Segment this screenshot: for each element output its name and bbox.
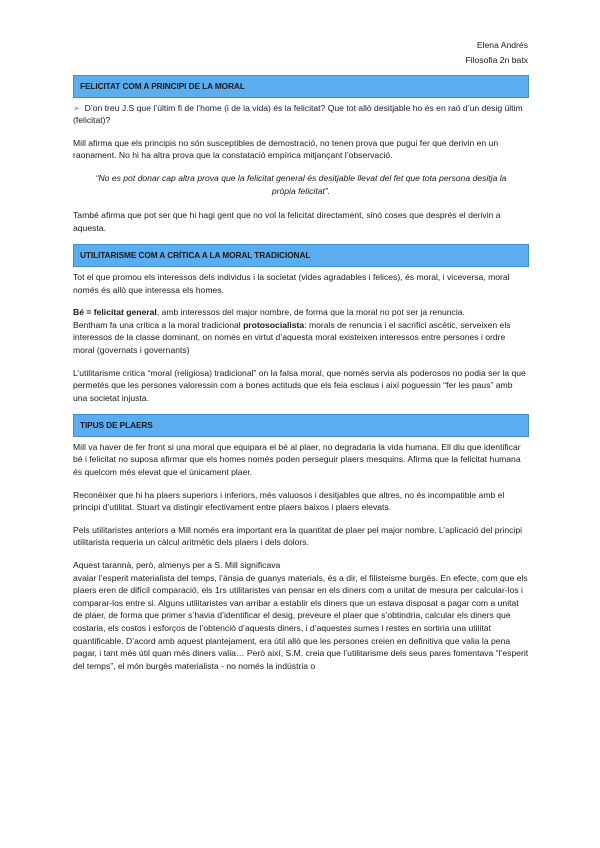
author-name: Elena Andrés [476, 40, 528, 50]
course-label: Filosofia 2n batx [465, 55, 528, 65]
bold-term: Bé = felicitat general [73, 307, 157, 318]
paragraph-text: Bentham fa una crítica a la moral tradicional [73, 319, 244, 330]
document-body [73, 75, 529, 682]
quote: “No es pot donar cap altra prova que la felicitat general és desitjable llevat del fet que tota persona desitja la pròpia felicitat”. [95, 172, 507, 196]
arrow-bullet-icon: ➢ [73, 102, 81, 113]
question-paragraph [73, 102, 529, 127]
paragraph: També afirma que pot ser que hi hagi gent que no vol la felicitat directament, sinó coses que després el derivin a aquesta. [73, 210, 501, 233]
document-header [465, 38, 528, 68]
paragraph: Mill va haver de fer front si una moral que equipara el bé al plaer, no degradaria la vida humana. Ell diu que identificar bé i felicitat no suposa afirmar que els homes només poden perseguir plaers mesquins. Afirma que la felicitat humana és quelcom més elevat que el únicament plaer. [73, 441, 521, 478]
paragraph: Tot el que promou els interessos dels individus i la societat (vides agradables i felices), és moral, i viceversa, moral només és allò que interessa els homes. [73, 271, 510, 295]
paragraph: Pels utilitaristes anteriors a Mill només era important era la quantitat de plaer pel major nombre. L’aplicació del principi utilitarista requeria un càlcul aritmètic dels plaers i dels dolors. [73, 524, 523, 548]
paragraph: Reconèixer que hi ha plaers superiors i inferiors, més valuosos i desitjables que altres, no és incompatible amb el principi d’utilitat. Stuart va distingir efectivament entre plaers baixos i plaers elevats. [73, 489, 505, 513]
paragraph-text: : morals de renuncia i el sacrifici ascètic, serveixen els interessos de la classe dominant, on només en virtut d’aquesta moral existeixen interessos entre persones i ordre moral (governats i governants) [73, 319, 511, 355]
paragraph [73, 319, 529, 357]
paragraph: avalar l’esperit materialista del temps, l’ànsia de guanys materials, és a dir, el filisteisme burgès. En efecte, com que els plaers eren de difícil comparació, els 1rs utilitaristes van pensar en els diners com a unitat de mesura per calcular-los i comparar-los entre si. Alguns utilitaristes van arribar a establir els diners que un estava disposat a pagar com a unitat de plaer, de forma que primer s’havia d’identificar el desig, preveure el plaer que s’obtindria, calcular els diners que costaria, els costos i esforços de l’obtenció d’aquests diners, i d’aquestes sumes i restes en sortiria una utilitat quantificable. D’acord amb aquest plantejament, era útil allò que les persones creien en definitiva que valia la pena pagar, i tant més útil quan més diners valia… Però així, S.M. creia que l’utilitarisme dels seus pares fomentava “l’esperit del temps”, el món burgès materialista - no només la indústria o [73, 572, 529, 671]
bold-term: protosocialista [243, 319, 305, 330]
section-heading-utilitarisme: UTILITARISME COM A CRÍTICA A LA MORAL TRADICIONAL [73, 244, 529, 267]
paragraph [73, 306, 529, 319]
paragraph-line: Aquest tarannà, però, almenys per a S. Mill significava [73, 560, 281, 571]
section-heading-felicitat: FELICITAT COM A PRINCIPI DE LA MORAL [73, 75, 529, 98]
paragraph-text: , amb interessos del major nombre, de forma que la moral no pot ser ja renuncia. [156, 307, 465, 318]
paragraph: Mill afirma que els principis no són susceptibles de demostració, no tenen prova que pugui fer que derivin en un raonament. No hi ha altra prova que la constatació empírica mitjançant l’observació. [73, 137, 499, 161]
section-heading-tipus-plaers: TIPUS DE PLAERS [73, 414, 529, 437]
question-text: D’on treu J.S que l’últim fi de l’home (i de la vida) és la felicitat? Que tot allò desitjable ho és en raó d’un desig últim (felicitat)? [73, 102, 523, 126]
paragraph: L’utilitarisme critica “moral (religiosa) tradicional” on la falsa moral, que només servia als poderosos no podia ser la que permetés que les persones valoressin com a bones actituds que els feia esclaus i així poguessin “fer les paus” amb una societat injusta. [73, 367, 526, 403]
